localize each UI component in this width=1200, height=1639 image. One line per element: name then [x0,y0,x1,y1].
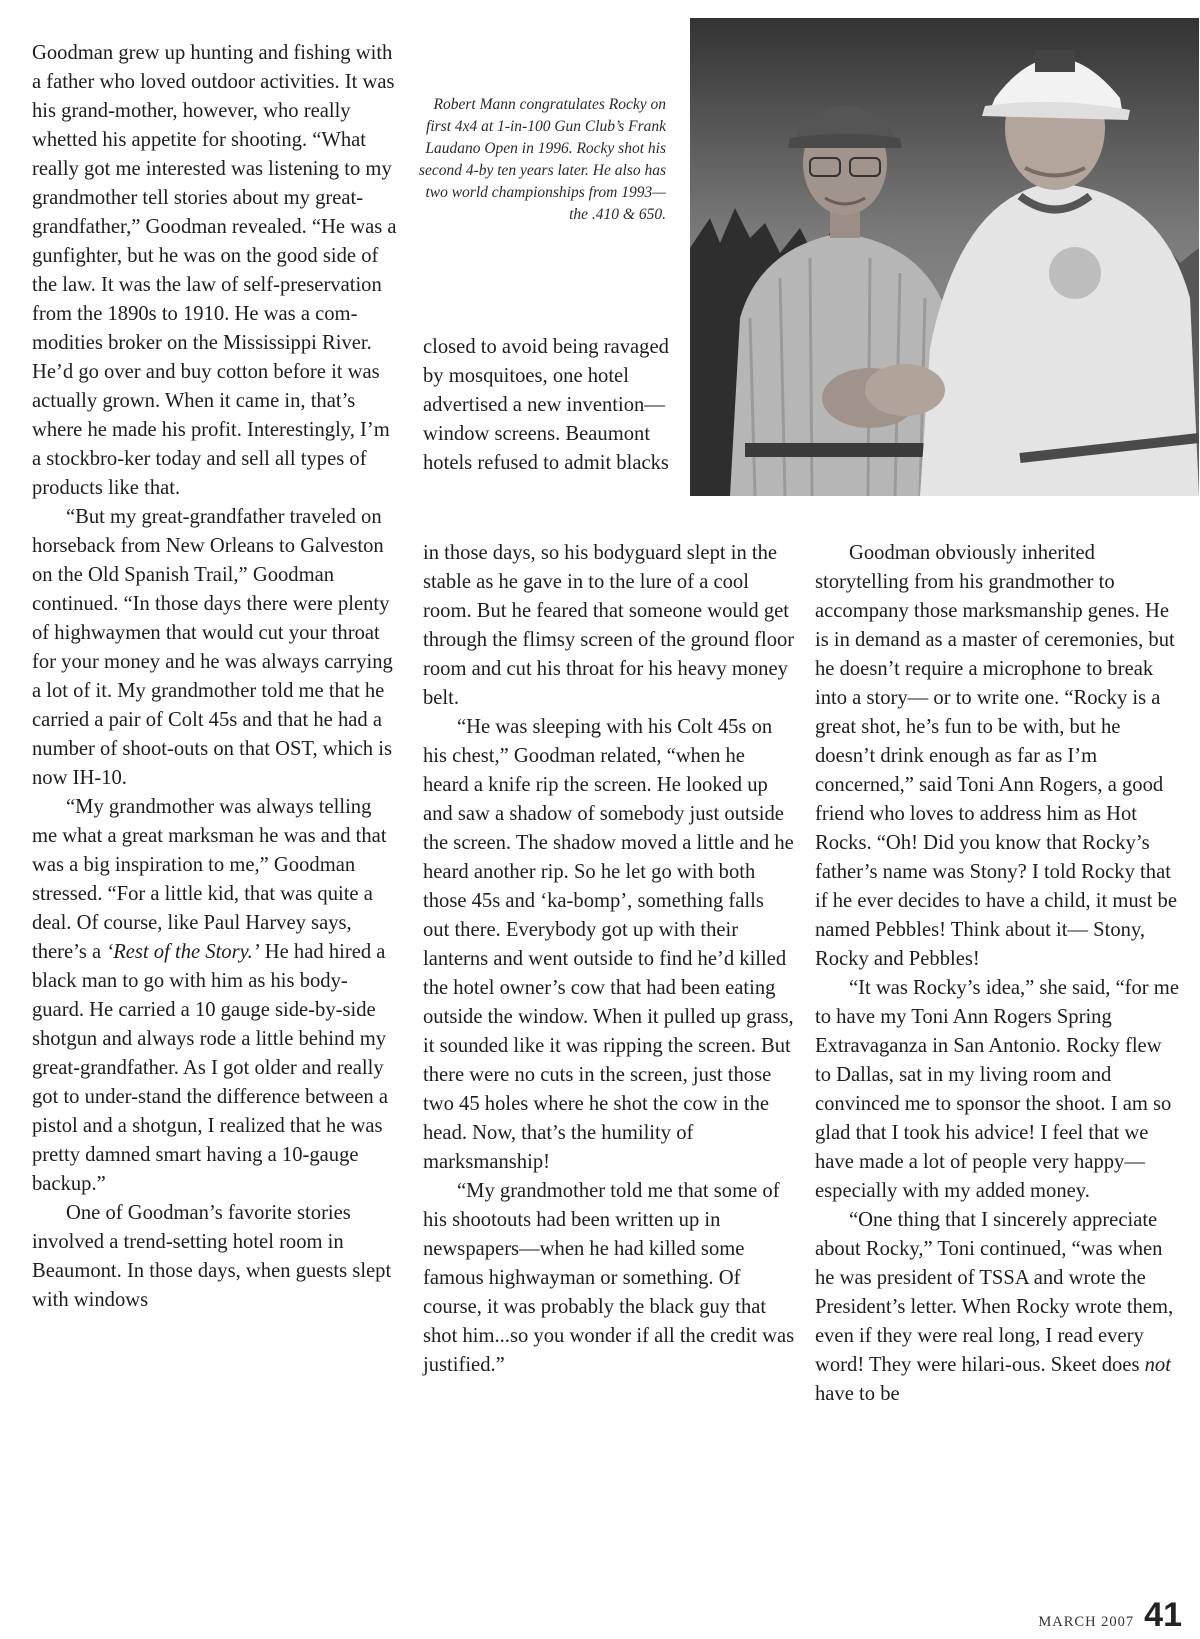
italic-phrase: ‘Rest of the Story.’ [106,941,260,963]
paragraph: “He was sleeping with his Colt 45s on his chest,” Goodman related, “when he heard a knife rip the screen. He looked up and saw a shadow of somebody just outside the screen. The shadow moved a little and he heard another rip. So he let go with both those 45s and ‘ka-bomp’, something falls out there. Everybody got up with their lanterns and went outside to find he’d killed the hotel owner’s cow that had been eating outside the window. When it pulled up grass, it sounded like it was ripping the screen. But there were no cuts in the screen, just those two 45 holes where he shot the cow in the head. Now, that’s the humility of marksmanship! [423,716,794,1173]
article-column-1 [32,39,398,1315]
paragraph [32,793,398,1199]
photo-caption: Robert Mann congratulates Rocky on first 4x4 at 1-in-100 Gun Club’s Frank Laudano Open in 1996. Rocky shot his second 4-by ten years later. He also has two world championships from 1993— the .410 & 650. [418,96,666,223]
paragraph-text: have to be [815,1383,900,1405]
article-column-2 [423,539,795,1380]
article-column-3 [815,539,1181,1409]
article-column-2-top [423,333,683,478]
page-footer [1038,1596,1182,1635]
paragraph: Goodman obviously inherited storytelling from his grandmother to accompany those marksmanship genes. He is in demand as a master of ceremonies, but he doesn’t require a microphone to break into a story— or to write one. “Rocky is a great shot, he’s fun to be with, but he doesn’t drink enough as far as I’m concerned,” said Toni Ann Rogers, a good friend who loves to address him as Hot Rocks. “Oh! Did you know that Rocky’s father’s name was Stony? I told Rocky that if he ever decides to have a child, it must be named Pebbles! Think about it— Stony, Rocky and Pebbles! [815,542,1177,970]
article-photo [690,18,1199,496]
paragraph: “My grandmother told me that some of his shootouts had been written up in newspapers—when he had killed some famous highwayman or something. Of course, it was probably the black guy that shot him...so you wonder if all the credit was justified.” [423,1180,795,1376]
paragraph: “But my great-grandfather traveled on horseback from New Orleans to Galveston on the Old Spanish Trail,” Goodman continued. “In those days there were plenty of highwaymen that would cut your throat for your money and he was always carrying a lot of it. My grandmother told me that he carried a pair of Colt 45s and that he had a number of shoot-outs on that OST, which is now IH-10. [32,506,393,789]
paragraph-text: “One thing that I sincerely appreciate about Rocky,” Toni continued, “was when he was president of TSSA and wrote the President’s letter. When Rocky wrote them, even if they were real long, I read every word! They were hilari-ous. Skeet does [815,1209,1174,1376]
paragraph: One of Goodman’s favorite stories involved a trend-setting hotel room in Beaumont. In those days, when guests slept with windows [32,1202,392,1311]
issue-date: MARCH 2007 [1038,1614,1135,1630]
paragraph: “It was Rocky’s idea,” she said, “for me to have my Toni Ann Rogers Spring Extravaganza in San Antonio. Rocky flew to Dallas, sat in my living room and convinced me to sponsor the shoot. I am so glad that I took his advice! I feel that we have made a lot of people very happy— especially with my added money. [815,977,1179,1202]
italic-word: not [1144,1354,1171,1376]
paragraph [815,1206,1181,1409]
paragraph: closed to avoid being ravaged by mosquitoes, one hotel advertised a new invention— window screens. Beaumont hotels refused to admit blacks [423,336,669,474]
paragraph-text: He had hired a black man to go with him as his body-guard. He carried a 10 gauge side-by-side shotgun and always rode a little behind my great-grandfather. As I got older and really got to under-stand the difference between a pistol and a shotgun, I realized that he was pretty damned smart having a 10-gauge backup.” [32,941,389,1195]
paragraph: Goodman grew up hunting and fishing with a father who loved outdoor activities. It was his grand-mother, however, who really whetted his appetite for shooting. “What really got me interested was listening to my grandmother tell stories about my great-grandfather,” Goodman revealed. “He was a gunfighter, but he was on the good side of the law. It was the law of self-preservation from the 1890s to 1910. He was a com-modities broker on the Mississippi River. He’d go over and buy cotton before it was actually grown. When it came in, that’s where he made his profit. Interestingly, I’m a stockbro-ker today and sell all types of products like that. [32,42,397,499]
handshake-photo-icon [690,18,1199,496]
paragraph: in those days, so his bodyguard slept in the stable as he gave in to the lure of a cool room. But he feared that someone would get through the flimsy screen of the ground floor room and cut his throat for his heavy money belt. [423,542,795,709]
paragraph-text: “My grandmother was always telling me what a great marksman he was and that was a big inspiration to me,” Goodman stressed. “For a little kid, that was quite a deal. Of course, like Paul Harvey says, there’s a [32,796,387,963]
page-number: 41 [1144,1596,1182,1634]
